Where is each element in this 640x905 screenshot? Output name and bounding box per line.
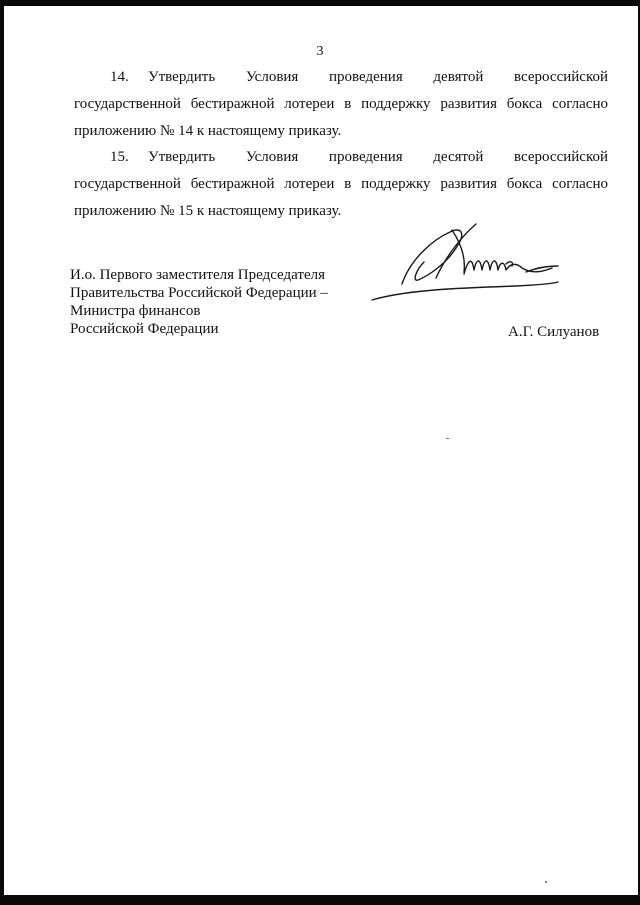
signatory-line: Российской Федерации	[70, 321, 219, 337]
clause-text: Утвердить Условия проведения десятой всероссийской государственной бестиражной лотереи в поддержку развития бокса согласно приложению № 15 к настоящему приказу.	[74, 149, 608, 219]
clause-number: 15.	[110, 149, 129, 165]
scan-speck	[545, 881, 547, 883]
clause-text: Утвердить Условия проведения девятой всероссийской государственной бестиражной лотереи в поддержку развития бокса согласно приложению № 14 к настоящему приказу.	[74, 69, 608, 139]
clause-number: 14.	[110, 69, 129, 85]
clause-14	[74, 64, 608, 145]
page-number: 3	[316, 44, 324, 59]
signatory-line: И.о. Первого заместителя Председателя	[70, 267, 325, 283]
signatory-line: Правительства Российской Федерации –	[70, 285, 328, 301]
clause-15	[74, 144, 608, 225]
scan-speck	[446, 438, 449, 439]
signer-name: А.Г. Силуанов	[508, 324, 600, 340]
signatory-title	[70, 266, 328, 338]
signature-icon	[366, 216, 566, 306]
signatory-line: Министра финансов	[70, 303, 201, 319]
